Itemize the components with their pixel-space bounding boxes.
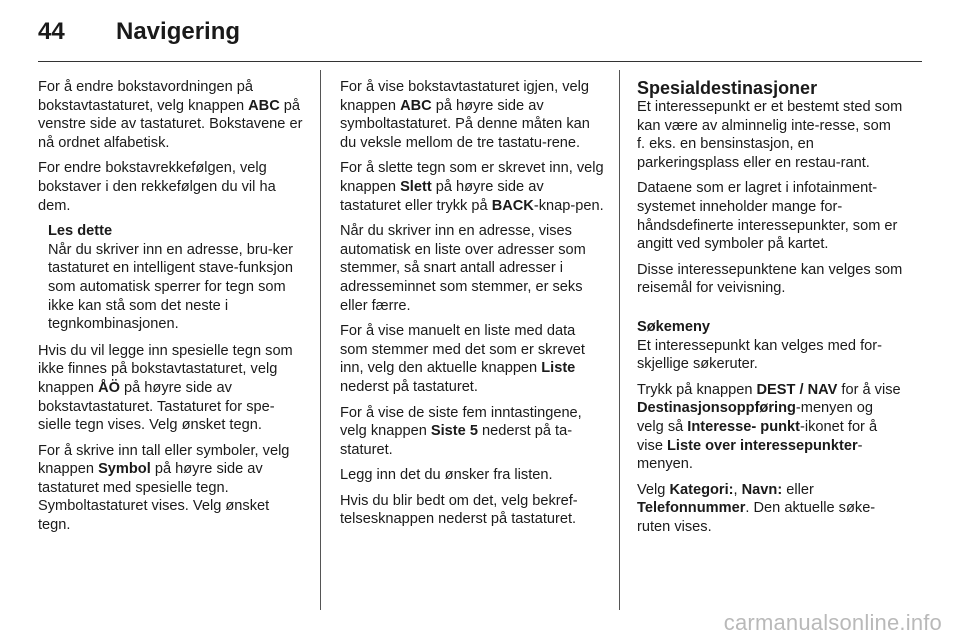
column-middle bbox=[340, 78, 606, 536]
paragraph: Trykk på knappen DEST / NAV for å vise Destinasjonsoppføring-menyen og velg så Interesse- punkt-ikonet for å vise Liste over interessepunkter-menyen. bbox=[637, 381, 901, 473]
paragraph: Et interessepunkt er et bestemt sted som kan være av alminnelig inte-resse, som f. eks. en bensinstasjon, en parkeringsplass eller en restau-rant. bbox=[637, 99, 903, 171]
bold-term: Interesse- punkt bbox=[687, 418, 801, 435]
bold-term: Symbol bbox=[98, 461, 151, 478]
paragraph: For å skrive inn tall eller symboler, velg knappen Symbol på høyre side av tastaturet med spesielle tegn. Symboltastaturet vises. Velg ønsket tegn. bbox=[38, 442, 290, 534]
bold-term: Slett bbox=[400, 178, 432, 195]
paragraph: Dataene som er lagret i infotainment-systemet inneholder mange for-håndsdefinerte interessepunkter, som er angitt ved symboler på kartet. bbox=[637, 180, 898, 253]
section-title: Spesialdestinasjoner bbox=[637, 78, 818, 98]
paragraph: Disse interessepunktene kan velges som reisemål for veivisning. bbox=[637, 261, 903, 297]
paragraph: For å vise de siste fem inntastingene, velg knappen Siste 5 nederst på ta-staturet. bbox=[340, 404, 582, 458]
bold-term: Kategori: bbox=[669, 481, 734, 498]
bold-term: ABC bbox=[248, 97, 280, 114]
bold-term: DEST / NAV bbox=[756, 381, 838, 398]
bold-term: Telefonnummer bbox=[637, 500, 746, 517]
watermark: carmanualsonline.info bbox=[723, 610, 942, 635]
paragraph: For å endre bokstavordningen på bokstavtastaturet, velg knappen ABC på venstre side av tastaturet. Bokstavene er nå ordnet alfabetisk. bbox=[38, 79, 303, 151]
page-number: 44 bbox=[38, 18, 65, 45]
column-divider bbox=[320, 70, 321, 610]
column-left bbox=[38, 78, 304, 542]
paragraph: For å vise bokstavtastaturet igjen, velg knappen ABC på høyre side av symboltastaturet. På denne måten kan du veksle mellom de tre tastatu-rene. bbox=[340, 79, 590, 151]
paragraph: For å slette tegn som er skrevet inn, velg knappen Slett på høyre side av tastaturet eller trykk på BACK-knap-pen. bbox=[340, 160, 604, 214]
column-divider bbox=[619, 70, 620, 610]
subsection-title: Søkemeny bbox=[637, 318, 711, 335]
paragraph: Hvis du blir bedt om det, velg bekref-telsesknappen nederst på tastaturet. bbox=[340, 492, 578, 528]
note-box bbox=[38, 222, 304, 334]
bold-term: Liste over interessepunkter bbox=[667, 437, 858, 454]
bold-term: Destinasjonsoppføring bbox=[637, 400, 796, 417]
paragraph: For endre bokstavrekkefølgen, velg bokstaver i den rekkefølgen du vil ha dem. bbox=[38, 160, 276, 214]
note-title: Les dette bbox=[48, 223, 113, 240]
paragraph: For å vise manuelt en liste med data som stemmer med det som er skrevet inn, velg den aktuelle knappen Liste nederst på tastaturet. bbox=[340, 323, 585, 395]
page-title: Navigering bbox=[116, 18, 241, 45]
paragraph: Et interessepunkt kan velges med for-skjellige søkeruter. bbox=[637, 337, 882, 373]
column-right bbox=[637, 78, 903, 543]
page-header bbox=[38, 18, 240, 50]
paragraph: Legg inn det du ønsker fra listen. bbox=[340, 467, 553, 484]
bold-term: BACK bbox=[491, 197, 534, 214]
bold-term: ÅÖ bbox=[98, 379, 120, 396]
bold-term: Liste bbox=[541, 360, 576, 377]
paragraph: Velg Kategori:, Navn: eller Telefonnummer. Den aktuelle søke-ruten vises. bbox=[637, 481, 876, 535]
note-text: Når du skriver inn en adresse, bru-ker tastaturet en intelligent stave-funksjon som automatisk sperrer for tegn som ikke kan stå som det neste i tegnkombinasjonen. bbox=[48, 241, 293, 333]
paragraph: Hvis du vil legge inn spesielle tegn som ikke finnes på bokstavtastaturet, velg knappen ÅÖ på høyre side av bokstavtastaturet. Tastaturet for spe-sielle tegn vises. Velg ønsket tegn. bbox=[38, 342, 293, 434]
header-rule bbox=[38, 61, 922, 62]
bold-term: ABC bbox=[400, 97, 432, 114]
bold-term: Siste 5 bbox=[430, 423, 478, 440]
bold-term: Navn: bbox=[741, 481, 783, 498]
paragraph: Når du skriver inn en adresse, vises automatisk en liste over adresser som stemmer, så snart antall adresser i adresseminnet som stemmer, er seks eller færre. bbox=[340, 223, 586, 314]
